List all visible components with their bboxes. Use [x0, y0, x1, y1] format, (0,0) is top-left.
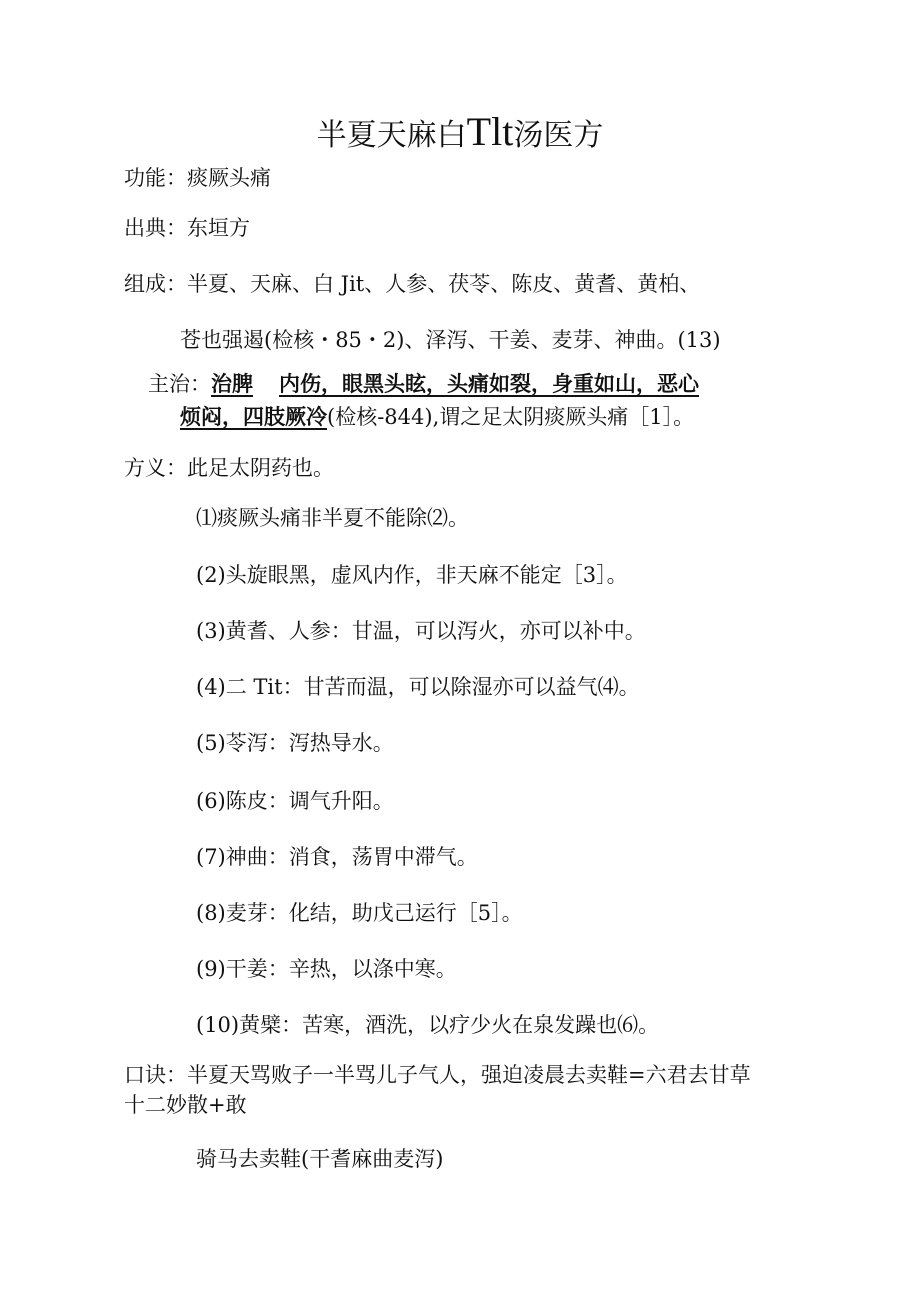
formula-meaning-label: 方义： [124, 456, 187, 480]
meaning-item-3: (3)黄耆、人参：甘温，可以泻火，亦可以补中。 [196, 619, 646, 643]
indication-row-2 [180, 403, 694, 431]
composition-label: 组成： [124, 272, 187, 296]
source-label: 出典： [124, 216, 187, 240]
composition-line1: 半夏、天麻、白 Jit、人参、茯苓、陈皮、黄耆、黄柏、 [187, 272, 701, 296]
mnemonic-row [124, 1061, 751, 1089]
meaning-item-1: ⑴痰厥头痛非半夏不能除⑵。 [196, 506, 469, 530]
function-label: 功能： [124, 166, 187, 190]
function-value: 痰厥头痛 [187, 166, 271, 190]
indication-bold-3: 烦闷，四肢厥冷 [180, 404, 327, 429]
page-title [0, 110, 920, 158]
title-suffix: 汤医方 [513, 118, 604, 153]
indication-bold-1: 治脾 [211, 371, 253, 396]
meaning-item-7: (7)神曲：消食，荡胃中滞气。 [196, 845, 478, 869]
indication-label: 主治： [148, 372, 211, 396]
indication-bold-2: 内伤，眼黑头眩，头痛如裂，身重如山，恶心 [279, 371, 699, 396]
formula-meaning-row [124, 454, 334, 482]
meaning-item-8: (8)麦芽：化结，助戊己运行［5］。 [196, 901, 523, 925]
meaning-item-9: (9)干姜：辛热，以涤中寒。 [196, 957, 457, 981]
meaning-item-6: (6)陈皮：调气升阳。 [196, 789, 394, 813]
composition-row [124, 270, 700, 298]
mnemonic-label: 口诀： [124, 1063, 187, 1087]
indication-row [148, 370, 699, 398]
mnemonic-line2: 十二妙散+敢 [124, 1093, 247, 1117]
meaning-item-5: (5)苓泻：泻热导水。 [196, 731, 394, 755]
function-row [124, 164, 271, 192]
source-value: 东垣方 [187, 216, 250, 240]
meaning-item-10: (10)黄檗：苦寒，酒洗，以疗少火在泉发躁也⑹。 [196, 1013, 660, 1037]
meaning-item-2: (2)头旋眼黑，虚风内作，非天麻不能定［3］。 [196, 563, 628, 587]
indication-tail: (检核-844),谓之足太阴痰厥头痛［1］。 [327, 405, 695, 429]
source-row [124, 214, 250, 242]
meaning-item-4: (4)二 Tit：甘苦而温，可以除湿亦可以益气⑷。 [196, 675, 640, 699]
title-prefix: 半夏天麻白 [316, 118, 467, 153]
mnemonic-line3: 骑马去卖鞋(干耆麻曲麦泻) [196, 1147, 444, 1171]
mnemonic-line1: 半夏天骂败子一半骂儿子气人，强迫凌晨去卖鞋=六君去甘草 [187, 1063, 751, 1087]
formula-meaning-value: 此足太阴药也。 [187, 456, 334, 480]
title-latin: Tlt [466, 109, 514, 154]
composition-line2: 苍也强遏(检核・85・2)、泽泻、干姜、麦芽、神曲。(13) [180, 328, 721, 352]
